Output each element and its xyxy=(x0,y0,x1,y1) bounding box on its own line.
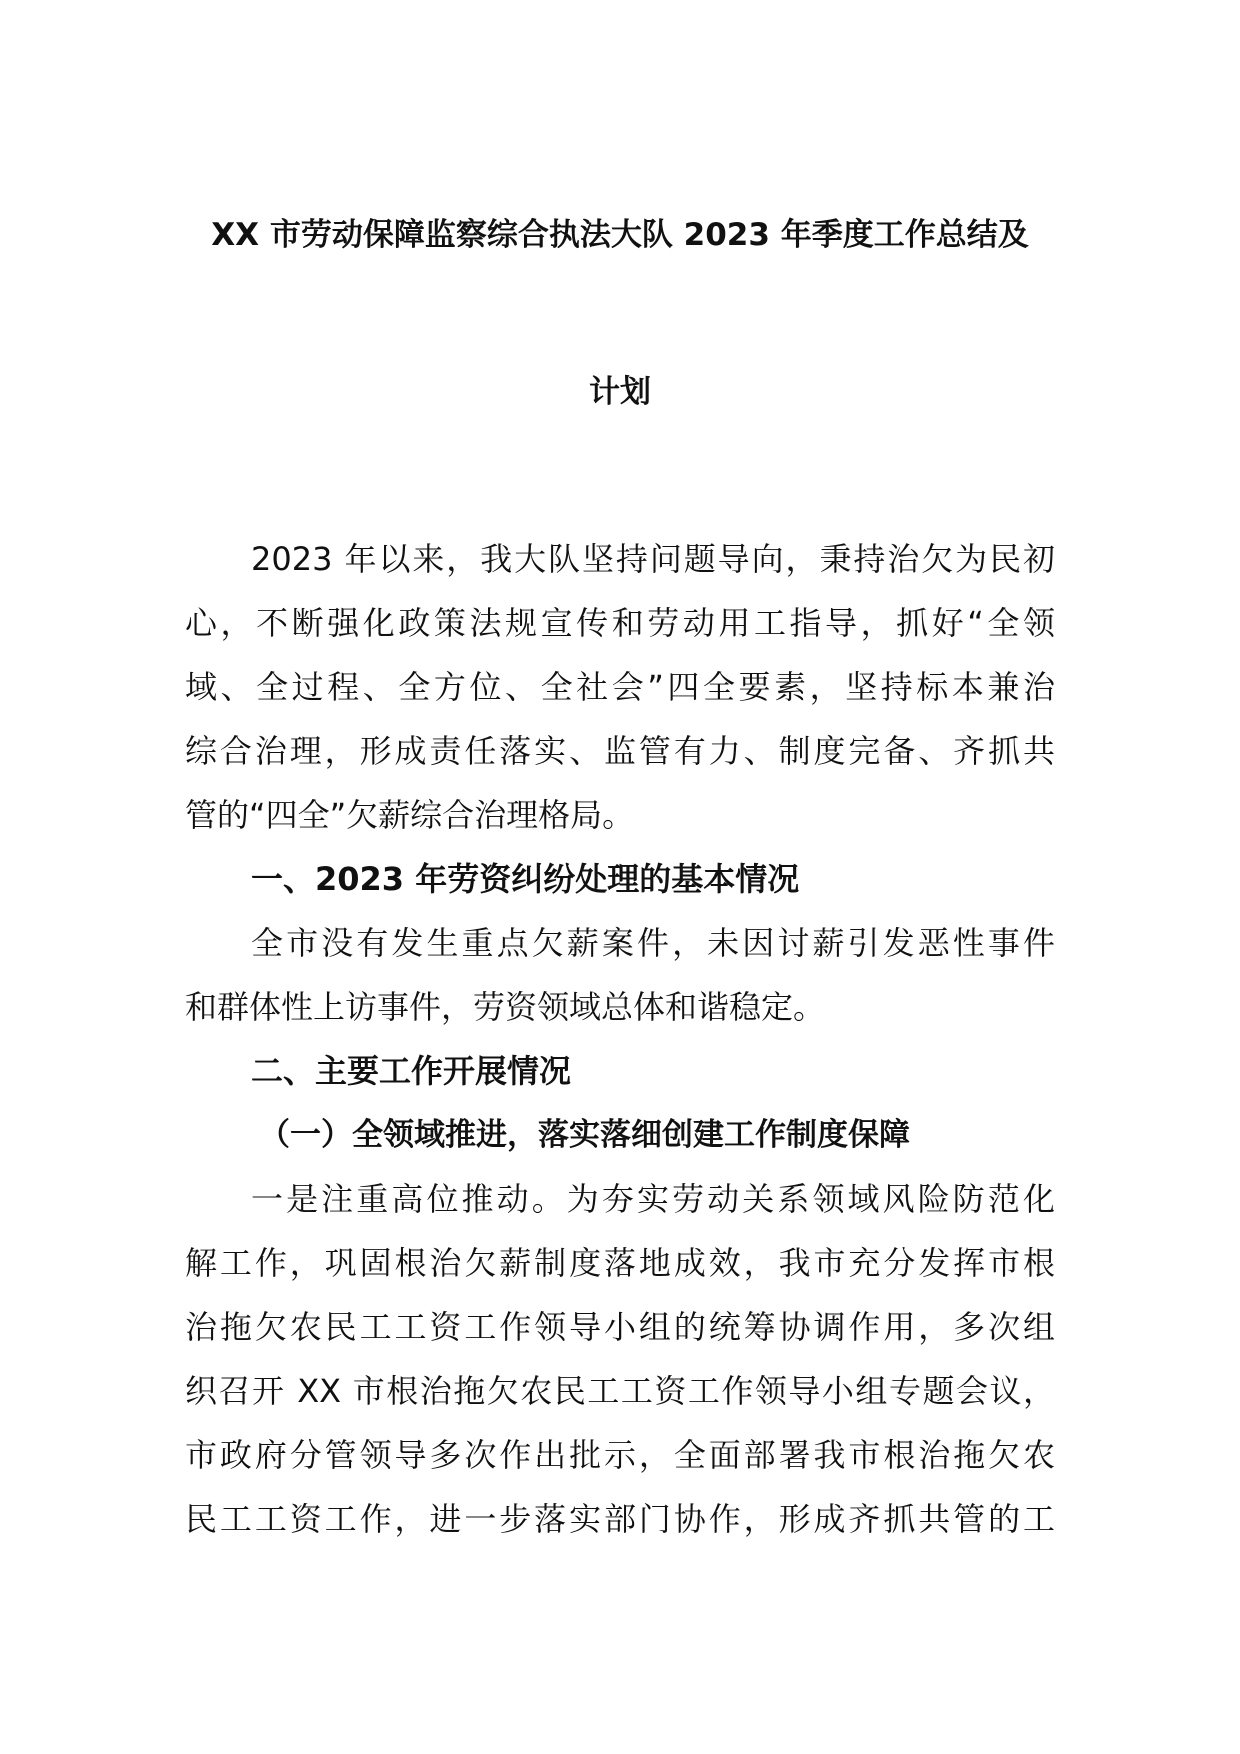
subsection-heading-1: （一）全领域推进，落实落细创建工作制度保障 xyxy=(259,1117,910,1153)
paragraph-subsection1-line-1: 一是注重高位推动。为夯实劳动关系领域风险防范化 xyxy=(251,1180,1055,1218)
document-title-line-1: XX 市劳动保障监察综合执法大队 2023 年季度工作总结及 xyxy=(211,217,1029,253)
document-body xyxy=(185,527,1055,1551)
paragraph-section1-line-1: 全市没有发生重点欠薪案件，未因讨薪引发恶性事件 xyxy=(251,924,1055,962)
section-heading-1: 一、2023 年劳资纠纷处理的基本情况 xyxy=(251,860,800,898)
paragraph-intro-line-2: 心，不断强化政策法规宣传和劳动用工指导，抓好“全领 xyxy=(185,604,1055,642)
paragraph-subsection1-line-5: 市政府分管领导多次作出批示，全面部署我市根治拖欠农 xyxy=(185,1436,1055,1474)
paragraph-subsection1-line-4: 织召开 XX 市根治拖欠农民工工资工作领导小组专题会议， xyxy=(185,1372,1055,1410)
paragraph-section1-line-2: 和群体性上访事件，劳资领域总体和谐稳定。 xyxy=(185,988,826,1026)
paragraph-subsection1-line-3: 治拖欠农民工工资工作领导小组的统筹协调作用，多次组 xyxy=(185,1308,1055,1346)
paragraph-intro-line-4: 综合治理，形成责任落实、监管有力、制度完备、齐抓共 xyxy=(185,732,1055,770)
paragraph-intro-line-1: 2023 年以来，我大队坚持问题导向，秉持治欠为民初 xyxy=(251,540,1055,578)
paragraph-intro-line-3: 域、全过程、全方位、全社会”四全要素，坚持标本兼治 xyxy=(185,668,1055,706)
section-heading-2: 二、主要工作开展情况 xyxy=(251,1052,572,1090)
paragraph-subsection1-line-6: 民工工资工作，进一步落实部门协作，形成齐抓共管的工 xyxy=(185,1500,1055,1538)
document-title-line-2: 计划 xyxy=(589,374,651,410)
paragraph-intro-line-5: 管的“四全”欠薪综合治理格局。 xyxy=(185,796,635,834)
paragraph-subsection1-line-2: 解工作，巩固根治欠薪制度落地成效，我市充分发挥市根 xyxy=(185,1244,1055,1282)
